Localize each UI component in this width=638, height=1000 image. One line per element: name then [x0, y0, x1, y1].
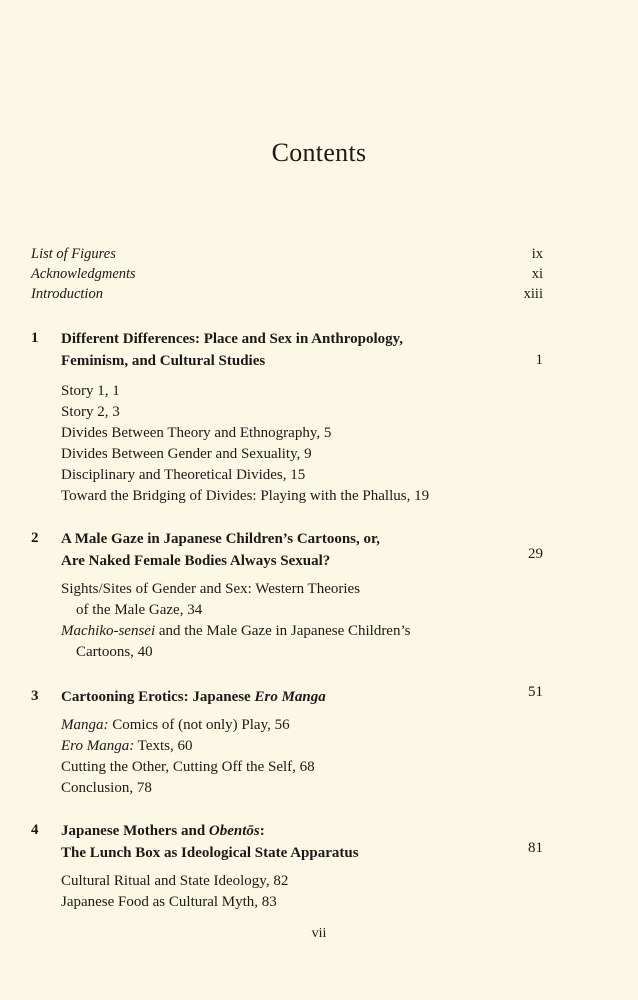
section-entry[interactable]: Toward the Bridging of Divides: Playing with the Phallus, 19: [61, 488, 430, 504]
chapter-title-italic: Ero Manga: [254, 689, 326, 705]
chapter-title-text: Cartooning Erotics: Japanese: [61, 689, 255, 705]
chapter-number: 1: [31, 330, 39, 346]
chapter-title-line-2[interactable]: Are Naked Female Bodies Always Sexual?: [61, 553, 331, 569]
section-entry[interactable]: Japanese Food as Cultural Myth, 83: [61, 894, 277, 910]
chapter-title-text: Japanese Mothers and: [61, 823, 209, 839]
section-text: and the Male Gaze in Japanese Children’s: [155, 623, 411, 639]
chapter-title[interactable]: [61, 686, 326, 708]
chapter-title-line-1[interactable]: [61, 820, 265, 842]
toc-entry-acknowledgments[interactable]: [31, 264, 551, 284]
chapter-page: 1: [535, 352, 543, 368]
section-entry[interactable]: Cultural Ritual and State Ideology, 82: [61, 873, 289, 889]
section-text: Comics of (not only) Play, 56: [108, 717, 290, 733]
page-title: Contents: [271, 138, 367, 167]
chapter-page: 29: [528, 546, 543, 562]
section-entry[interactable]: [61, 736, 192, 757]
chapter-page: 51: [528, 684, 543, 700]
entry-page: xi: [531, 266, 543, 282]
section-entry-continued: of the Male Gaze, 34: [76, 602, 203, 618]
section-text: Texts, 60: [134, 738, 193, 754]
chapter-number: 2: [31, 530, 39, 546]
entry-page: ix: [531, 246, 543, 262]
entry-page: xiii: [523, 286, 543, 302]
section-italic-title: Machiko-sensei: [61, 623, 156, 639]
chapter-title-line-1[interactable]: A Male Gaze in Japanese Children’s Cartoons, or,: [61, 531, 381, 547]
page-number: vii: [311, 926, 327, 941]
section-italic-title: Ero Manga:: [61, 738, 135, 754]
chapter-title-line-2[interactable]: Feminism, and Cultural Studies: [61, 353, 266, 369]
section-entry[interactable]: Story 1, 1: [61, 383, 120, 399]
section-entry[interactable]: Story 2, 3: [61, 404, 120, 420]
chapter-title-line-2[interactable]: The Lunch Box as Ideological State Apparatus: [61, 845, 359, 861]
section-italic-title: Manga:: [61, 717, 109, 733]
section-entry[interactable]: Sights/Sites of Gender and Sex: Western Theories: [61, 581, 361, 597]
chapter-title-italic: Obentōs: [208, 823, 260, 839]
section-entry[interactable]: Divides Between Gender and Sexuality, 9: [61, 446, 312, 462]
chapter-number: 4: [31, 822, 39, 838]
entry-title: Introduction: [31, 286, 103, 302]
section-entry-continued: Cartoons, 40: [76, 644, 153, 660]
section-entry[interactable]: Disciplinary and Theoretical Divides, 15: [61, 467, 306, 483]
chapter-number: 3: [31, 688, 39, 704]
toc-entry-list-of-figures[interactable]: [31, 244, 551, 264]
entry-title: Acknowledgments: [31, 266, 136, 282]
section-entry[interactable]: Divides Between Theory and Ethnography, 5: [61, 425, 332, 441]
section-entry[interactable]: [61, 621, 410, 642]
chapter-title-line-1[interactable]: Different Differences: Place and Sex in Anthropology,: [61, 331, 404, 347]
section-entry[interactable]: Conclusion, 78: [61, 780, 152, 796]
section-entry[interactable]: Cutting the Other, Cutting Off the Self, 68: [61, 759, 315, 775]
chapter-title-punct: :: [259, 823, 265, 839]
chapter-page: 81: [528, 840, 543, 856]
section-entry[interactable]: [61, 715, 290, 736]
toc-entry-introduction[interactable]: [31, 284, 551, 304]
entry-title: List of Figures: [31, 246, 116, 262]
